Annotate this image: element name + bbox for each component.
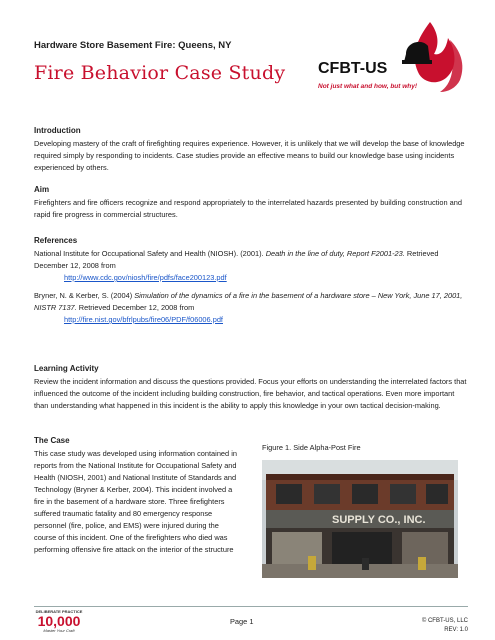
case-heading: The Case bbox=[34, 436, 70, 445]
copyright-text: © CFBT-US, LLC bbox=[421, 618, 468, 624]
logo-wordmark: CFBT-US bbox=[318, 60, 388, 77]
reference-link[interactable]: http://fire.nist.gov/bfrlpubs/fire06/PDF/f06006.pdf bbox=[64, 315, 223, 324]
revision-text: REV: 1.0 bbox=[444, 627, 468, 633]
aim-body: Firefighters and fire officers recognize and respond appropriately to the interrelated hazards presented by building construction and rapid fire progress in commercial structures. bbox=[34, 198, 462, 219]
reference-title: Simulation of the dynamics of a fire in the basement of a hardware store – New York, June 17, 2001, NISTR 7137. bbox=[34, 291, 463, 312]
logo-caption-bottom: Master Your Craft bbox=[43, 628, 75, 633]
figure-caption: Figure 1. Side Alpha-Post Fire bbox=[262, 443, 361, 452]
introduction-body: Developing mastery of the craft of firefighting requires experience. However, it is unlikely that we will develop the base of knowledge required simply by responding to incidents. Case studies provide an effective means to build our knowledge base using incidents experienced by others. bbox=[34, 139, 465, 172]
reference-item bbox=[34, 290, 468, 326]
document-title: Fire Behavior Case Study bbox=[34, 62, 286, 84]
aim-section bbox=[34, 185, 468, 221]
logo-caption-top: DELIBERATE PRACTICE bbox=[35, 609, 83, 614]
reference-link[interactable]: http://www.cdc.gov/niosh/fire/pdfs/face200123.pdf bbox=[64, 273, 227, 282]
aim-heading: Aim bbox=[34, 185, 50, 194]
learning-activity-heading: Learning Activity bbox=[34, 364, 99, 373]
footer-rule bbox=[34, 606, 468, 607]
reference-title: Death in the line of duty, Report F2001-23. bbox=[265, 249, 405, 258]
reference-item bbox=[34, 248, 468, 284]
document-kicker: Hardware Store Basement Fire: Queens, NY bbox=[34, 40, 232, 51]
references-section bbox=[34, 236, 468, 326]
references-heading: References bbox=[34, 236, 78, 245]
storefront-sign: SUPPLY CO., INC. bbox=[332, 514, 426, 526]
deliberate-practice-logo bbox=[34, 609, 84, 635]
introduction-section bbox=[34, 126, 468, 174]
fire-building-photo bbox=[262, 460, 458, 578]
introduction-heading: Introduction bbox=[34, 126, 81, 135]
page-number: Page 1 bbox=[230, 617, 254, 626]
reference-tail: Retrieved December 12, 2008 from bbox=[34, 249, 439, 270]
logo-tagline: Not just what and how, but why! bbox=[318, 83, 418, 90]
learning-activity-body: Review the incident information and discuss the questions provided. Focus your efforts on understanding the interrelated factors that influenced the outcome of the incident including building construction, fire behavior, and tactical operations. Even more important than understanding what happened in this incident is the ability to apply this knowledge in your own tactical decision-making. bbox=[34, 377, 467, 410]
copyright bbox=[418, 617, 468, 635]
logo-number: 10,000 bbox=[37, 613, 81, 629]
case-body: This case study was developed using information contained in reports from the National Institute for Occupational Safety and Health (NIOSH, 2001) and National Institute of Standards and Technology (Bryner & Kerber, 2004). This incident involved a fire in the basement of a hardware store. Three firefighters suffered traumatic fatality and 80 emergency response personnel (fire, police, and EMS) were injured during the course of this incident. One of the firefighters who died was performing offensive fire attack on the interior of the structure bbox=[34, 449, 237, 554]
case-section bbox=[34, 436, 242, 556]
reference-tail: Retrieved December 12, 2008 from bbox=[76, 303, 195, 312]
learning-activity-section bbox=[34, 364, 468, 412]
reference-lead: Bryner, N. & Kerber, S. (2004) bbox=[34, 291, 135, 300]
reference-lead: National Institute for Occupational Safety and Health (NIOSH). (2001). bbox=[34, 249, 266, 258]
